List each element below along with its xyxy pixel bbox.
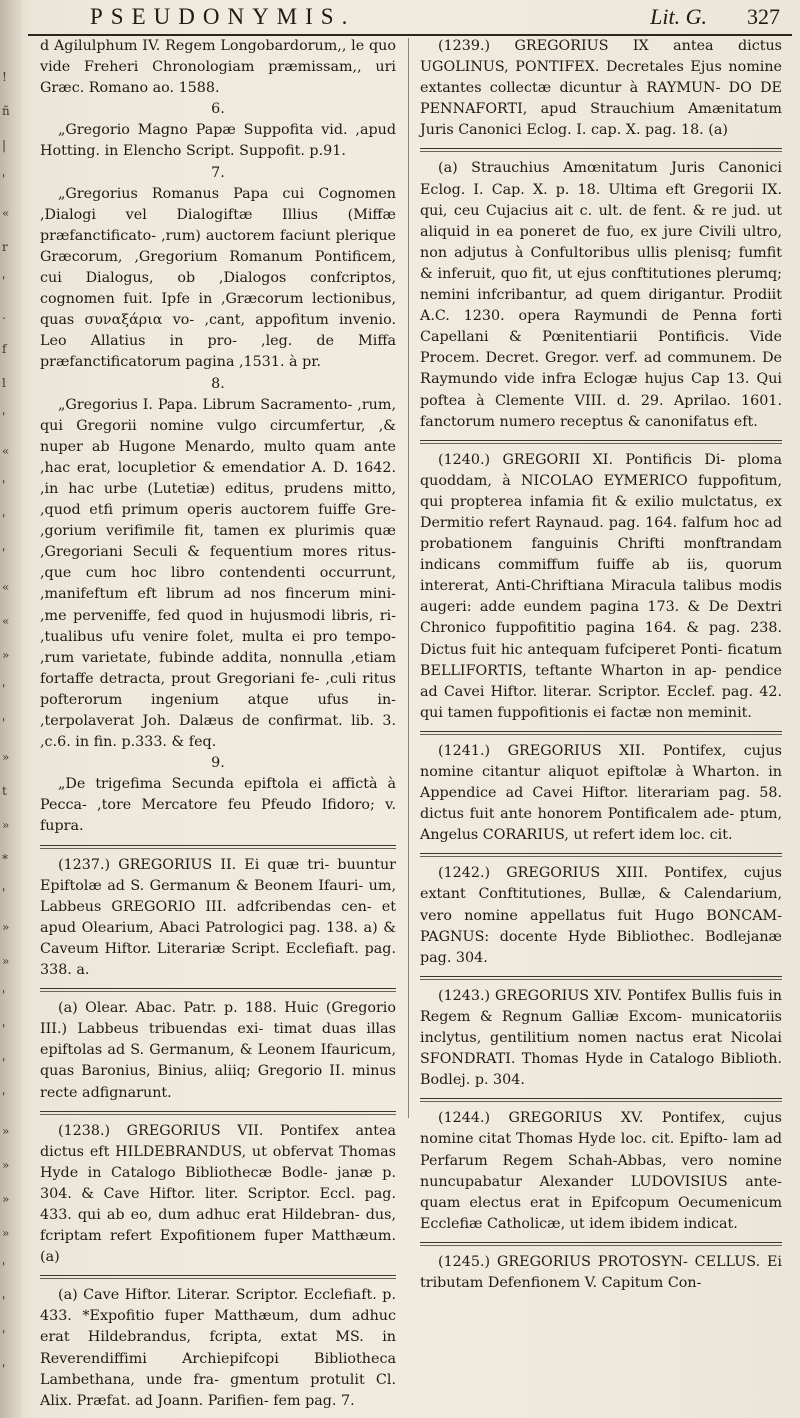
gutter-mark: » — [2, 1226, 10, 1240]
left-column — [40, 36, 396, 1412]
separator — [40, 845, 396, 849]
gutter-mark: ' — [2, 886, 6, 900]
entry-1244: (1244.) GREGORIUS XV. Pontifex, cujus nomine citat Thomas Hyde loc. cit. Epifto- lam ad Perfarum Regem Schah-Abbas, vero nomine nuncupabatur Alexander LUDOVISIUS ante- quam electus erat in Epifcopum Oecumenicum Ecclefiæ Catholicæ, ut idem ibidem indicat. — [420, 1110, 782, 1232]
gutter-mark: | — [2, 138, 7, 152]
gutter-mark: » — [2, 750, 10, 764]
separator — [420, 440, 782, 444]
gutter-mark: ' — [2, 410, 6, 424]
gutter-mark: ' — [2, 988, 6, 1002]
separator — [420, 731, 782, 735]
gutter-mark: » — [2, 920, 10, 934]
gutter-mark: « — [2, 444, 10, 458]
gutter-mark: ñ — [2, 104, 10, 118]
gutter-mark: ' — [2, 1090, 6, 1104]
gutter-mark: ' — [2, 1056, 6, 1070]
entry-1242: (1242.) GREGORIUS XIII. Pontifex, cujus extant Conftitutiones, Bullæ, & Calendarium, vero nomine appellatus fuit Hugo BONCAM- PAGNUS: docente Hyde Bibliothec. Bodlejanæ pag. 304. — [420, 865, 782, 966]
separator — [420, 853, 782, 857]
gutter-mark: » — [2, 1192, 10, 1206]
gutter-mark: » — [2, 954, 10, 968]
gutter-mark: « — [2, 614, 10, 628]
item-number-8: 8. — [211, 375, 225, 392]
gutter-mark: ' — [2, 1362, 6, 1376]
entry-1237: (1237.) GREGORIUS II. Ei quæ tri- buuntur Epiftolæ ad S. Germanum & Beonem Ifauri- um, Labbeus GREGORIO III. adfcribendas cen- et apud Olearium, Abaci Patrologici pag. 138. a) & Caveum Hiftor. Literariæ Script. Ecclefiaft. pag. 338. a. — [40, 856, 396, 979]
gutter-mark: ' — [2, 512, 6, 526]
gutter-mark: ' — [2, 1022, 6, 1036]
item-number-9: 9. — [211, 755, 225, 772]
gutter-mark: t — [2, 784, 7, 798]
gutter-mark: » — [2, 1124, 10, 1138]
gutter-mark: « — [2, 206, 10, 220]
gutter-mark: ' — [2, 172, 6, 186]
gutter-mark: ' — [2, 1260, 6, 1274]
right-column — [420, 36, 782, 1294]
binding-gutter — [0, 0, 22, 1418]
header-right — [650, 4, 780, 30]
page-number: 327 — [747, 4, 780, 29]
gutter-mark: » — [2, 1158, 10, 1172]
gutter-mark: ' — [2, 1328, 6, 1342]
gutter-mark: ' — [2, 478, 6, 492]
entry-gregorius-i: „Gregorius I. Papa. Librum Sacramento- ,rum, qui Gregorii nomine vulgo circumfertur, ,& nuper ab Hugone Menardo, multo quam ante ,hac erat, locupletior & emendatior A. D. 1642. ,in hac urbe (Lutetiæ) editus, prudens mitto, ,quod etfi primum operis auctorem fuiffe Gre- ,gorium verifimile fit, tamen ex plurimis quæ ,Gregoriani Seculi & fequentium mores ritus- ,que cum hoc libro contendenti occurrunt, ,manifeftum eft librum ad nos fincerum mini- ,me perveniffe, fed quod in hujusmodi libris, ri- ,tualibus ufu venire folet, multa ei pro tempo- ,rum varietate, fubinde addita, nonnulla ,etiam fortaffe detracta, prout Gregoriani fe- ,culi ritus pofterorum ingenium atque ufus in- ,terpolaverat Joh. Dalæus de confirmat. lib. 3. ,c.6. in fin. p.333. & feq. — [40, 396, 396, 751]
separator — [420, 976, 782, 980]
gutter-mark: ! — [2, 70, 7, 84]
entry-1243: (1243.) GREGORIUS XIV. Pontifex Bullis fuis in Regem & Regnum Galliæ Excom- municatoriis inclytus, gentilitium nomen nactus erat Nicolai SFONDRATI. Thomas Hyde in Catalogo Biblioth. Bodlej. p. 304. — [420, 987, 782, 1089]
item-number-7: 7. — [211, 164, 225, 181]
separator — [420, 1242, 782, 1246]
running-header — [90, 0, 780, 34]
entry-agilulphum: d Agilulphum IV. Regem Longobardorum,, le quo vide Freheri Chronologiam præmissam,, uri Græc. Romano ao. 1588. — [40, 38, 396, 97]
footnote-1239: (a) Strauchius Amœnitatum Juris Canonici Eclog. I. Cap. X. p. 18. Ultima eft Gregorii IX. qui, ceu Cujacius ait c. ult. de fent. & re jud. ut aliquid in ea poneret de fuo, ex jure Civili ultro, non adjutus à Confultoribus ullis plenisq; fumfit & inferuit, quo fit, ut ejus conftitutiones plerumq; nemini infcribantur, ad quem dirigantur. Prodiit A.C. 1230. opera Raymundi de Penna forti Capellani & Pœnitentiarii Pontificis. Vide Procem. Decret. Gregor. verf. ad communem. De Raymundo vide infra Eclogæ hujus Cap 13. Qui poftea à Clemente VIII. d. 29. Aprilao. 1601. fanctorum numero receptus & canonifatus eft. — [420, 160, 782, 430]
entry-gregorius-romanus: „Gregorius Romanus Papa cui Cognomen ,Dialogi vel Dialogiftæ Illius (Miffæ præfanctificato- ,rum) auctorem faciunt plerique Græcorum, ,Gregorium Romanum Pontificem, cui Dialogus, ob ,Dialogos confcriptos, cognomen fuit. Ipfe in ,Græcorum lectionibus, quas συναξάρια vo- ,cant, appofitum invenio. Leo Allatius in pro- ,leg. de Miffa præfanctificatorum pagina ,1531. à pr. — [40, 185, 396, 371]
entry-gregorio-magno: „Gregorio Magno Papæ Suppofita vid. ,apud Hotting. in Elencho Script. Suppofit. p.91. — [40, 122, 396, 160]
entry-1240: (1240.) GREGORII XI. Pontificis Di- ploma quoddam, à NICOLAO EYMERICO fuppofitum, qui propterea infamia fit & exilio mulctatus, ex Dermitio refert Raynaud. pag. 164. falfum hoc ad probationem fanguinis Chrifti monftrandam indicans commiffum fuiffe ab iis, quorum intererat, Anti-Chriftiana Miracula talibus modis augeri: adde eundem pagina 173. & De Dextri Chronico fuppofititio pagina 164. & pag. 238. Dictus fuit hic antequam fufciperet Ponti- ficatum BELLIFORTIS, teftante Wharton in ap- pendice ad Cavei Hiftor. literar. Scriptor. Ecclef. pag. 42. qui tamen fuppofitionis ei factæ non meminit. — [420, 451, 782, 721]
gutter-mark: * — [2, 852, 8, 866]
gutter-mark: » — [2, 648, 10, 662]
gutter-mark: ' — [2, 716, 6, 730]
gutter-mark: » — [2, 818, 10, 832]
gutter-mark: f — [2, 342, 7, 356]
running-title: PSEUDONYMIS. — [90, 4, 356, 29]
gutter-mark: ' — [2, 546, 6, 560]
gutter-mark: ' — [2, 1294, 6, 1308]
separator — [40, 1111, 396, 1115]
column-divider — [408, 38, 409, 1118]
gutter-mark: ' — [2, 682, 6, 696]
entry-1238: (1238.) GREGORIUS VII. Pontifex antea dictus eft HILDEBRANDUS, ut obfervat Thomas Hyde in Catalogo Bibliothecæ Bodle- janæ p. 304. & Cave Hiftor. liter. Scriptor. Eccl. pag. 433. qui ab eo, dum adhuc erat Hildebran- dus, fcriptam refert Expofitionem fuper Matthæum. (a) — [40, 1122, 396, 1266]
footnote-1237: (a) Olear. Abac. Patr. p. 188. Huic (Gregorio III.) Labbeus tribuendas exi- timat duas illas epiftolas ad S. Germanum, & Leonem Ifauricum, quas Baronius, Binius, aliiq; Gregorio II. minus recte adfignarunt. — [40, 1000, 396, 1101]
section-mark: Lit. G. — [650, 4, 707, 29]
entry-1239: (1239.) GREGORIUS IX antea dictus UGOLINUS, PONTIFEX. Decretales Ejus nomine extantes collectæ dicuntur à RAYMUN- DO DE PENNAFORTI, apud Strauchium Amænitatum Juris Canonici Eclog. I. cap. X. pag. 18. (a) — [420, 38, 782, 139]
separator — [420, 1098, 782, 1102]
gutter-mark: r — [2, 240, 8, 254]
entry-trigesima-epistola: „De trigefima Secunda epiftola ei affictà à Pecca- ,tore Mercatore feu Pfeudo Ifidoro; v. fupra. — [40, 776, 396, 835]
separator — [420, 148, 782, 152]
gutter-mark: ' — [2, 274, 6, 288]
gutter-mark: . — [2, 308, 6, 322]
item-number-6: 6. — [211, 101, 225, 118]
gutter-mark: l — [2, 376, 6, 390]
separator — [40, 1275, 396, 1279]
entry-1245: (1245.) GREGORIUS PROTOSYN- CELLUS. Ei tributam Defenfionem V. Capitum Con- — [420, 1253, 782, 1291]
separator — [40, 988, 396, 992]
entry-1241: (1241.) GREGORIUS XII. Pontifex, cujus nomine citantur aliquot epiftolæ à Wharton. in Appendice ad Cavei Hiftor. literariam pag. 58. dictus fuit ante honorem Pontificalem ade- ptum, Angelus CORARIUS, ut refert idem loc. cit. — [420, 742, 782, 844]
gutter-mark: « — [2, 580, 10, 594]
footnote-1238: (a) Cave Hiftor. Literar. Scriptor. Ecclefiaft. p. 433. *Expofitio fuper Matthæum, dum adhuc erat Hildebrandus, fcripta, extat MS. in Reverendiffimi Archiepifcopi Bibliotheca Lambethana, unde fra- gmentum protulit Cl. Alix. Præfat. ad Joann. Parifien- fem pag. 7. — [40, 1287, 396, 1409]
gutter-marks — [2, 60, 20, 1400]
